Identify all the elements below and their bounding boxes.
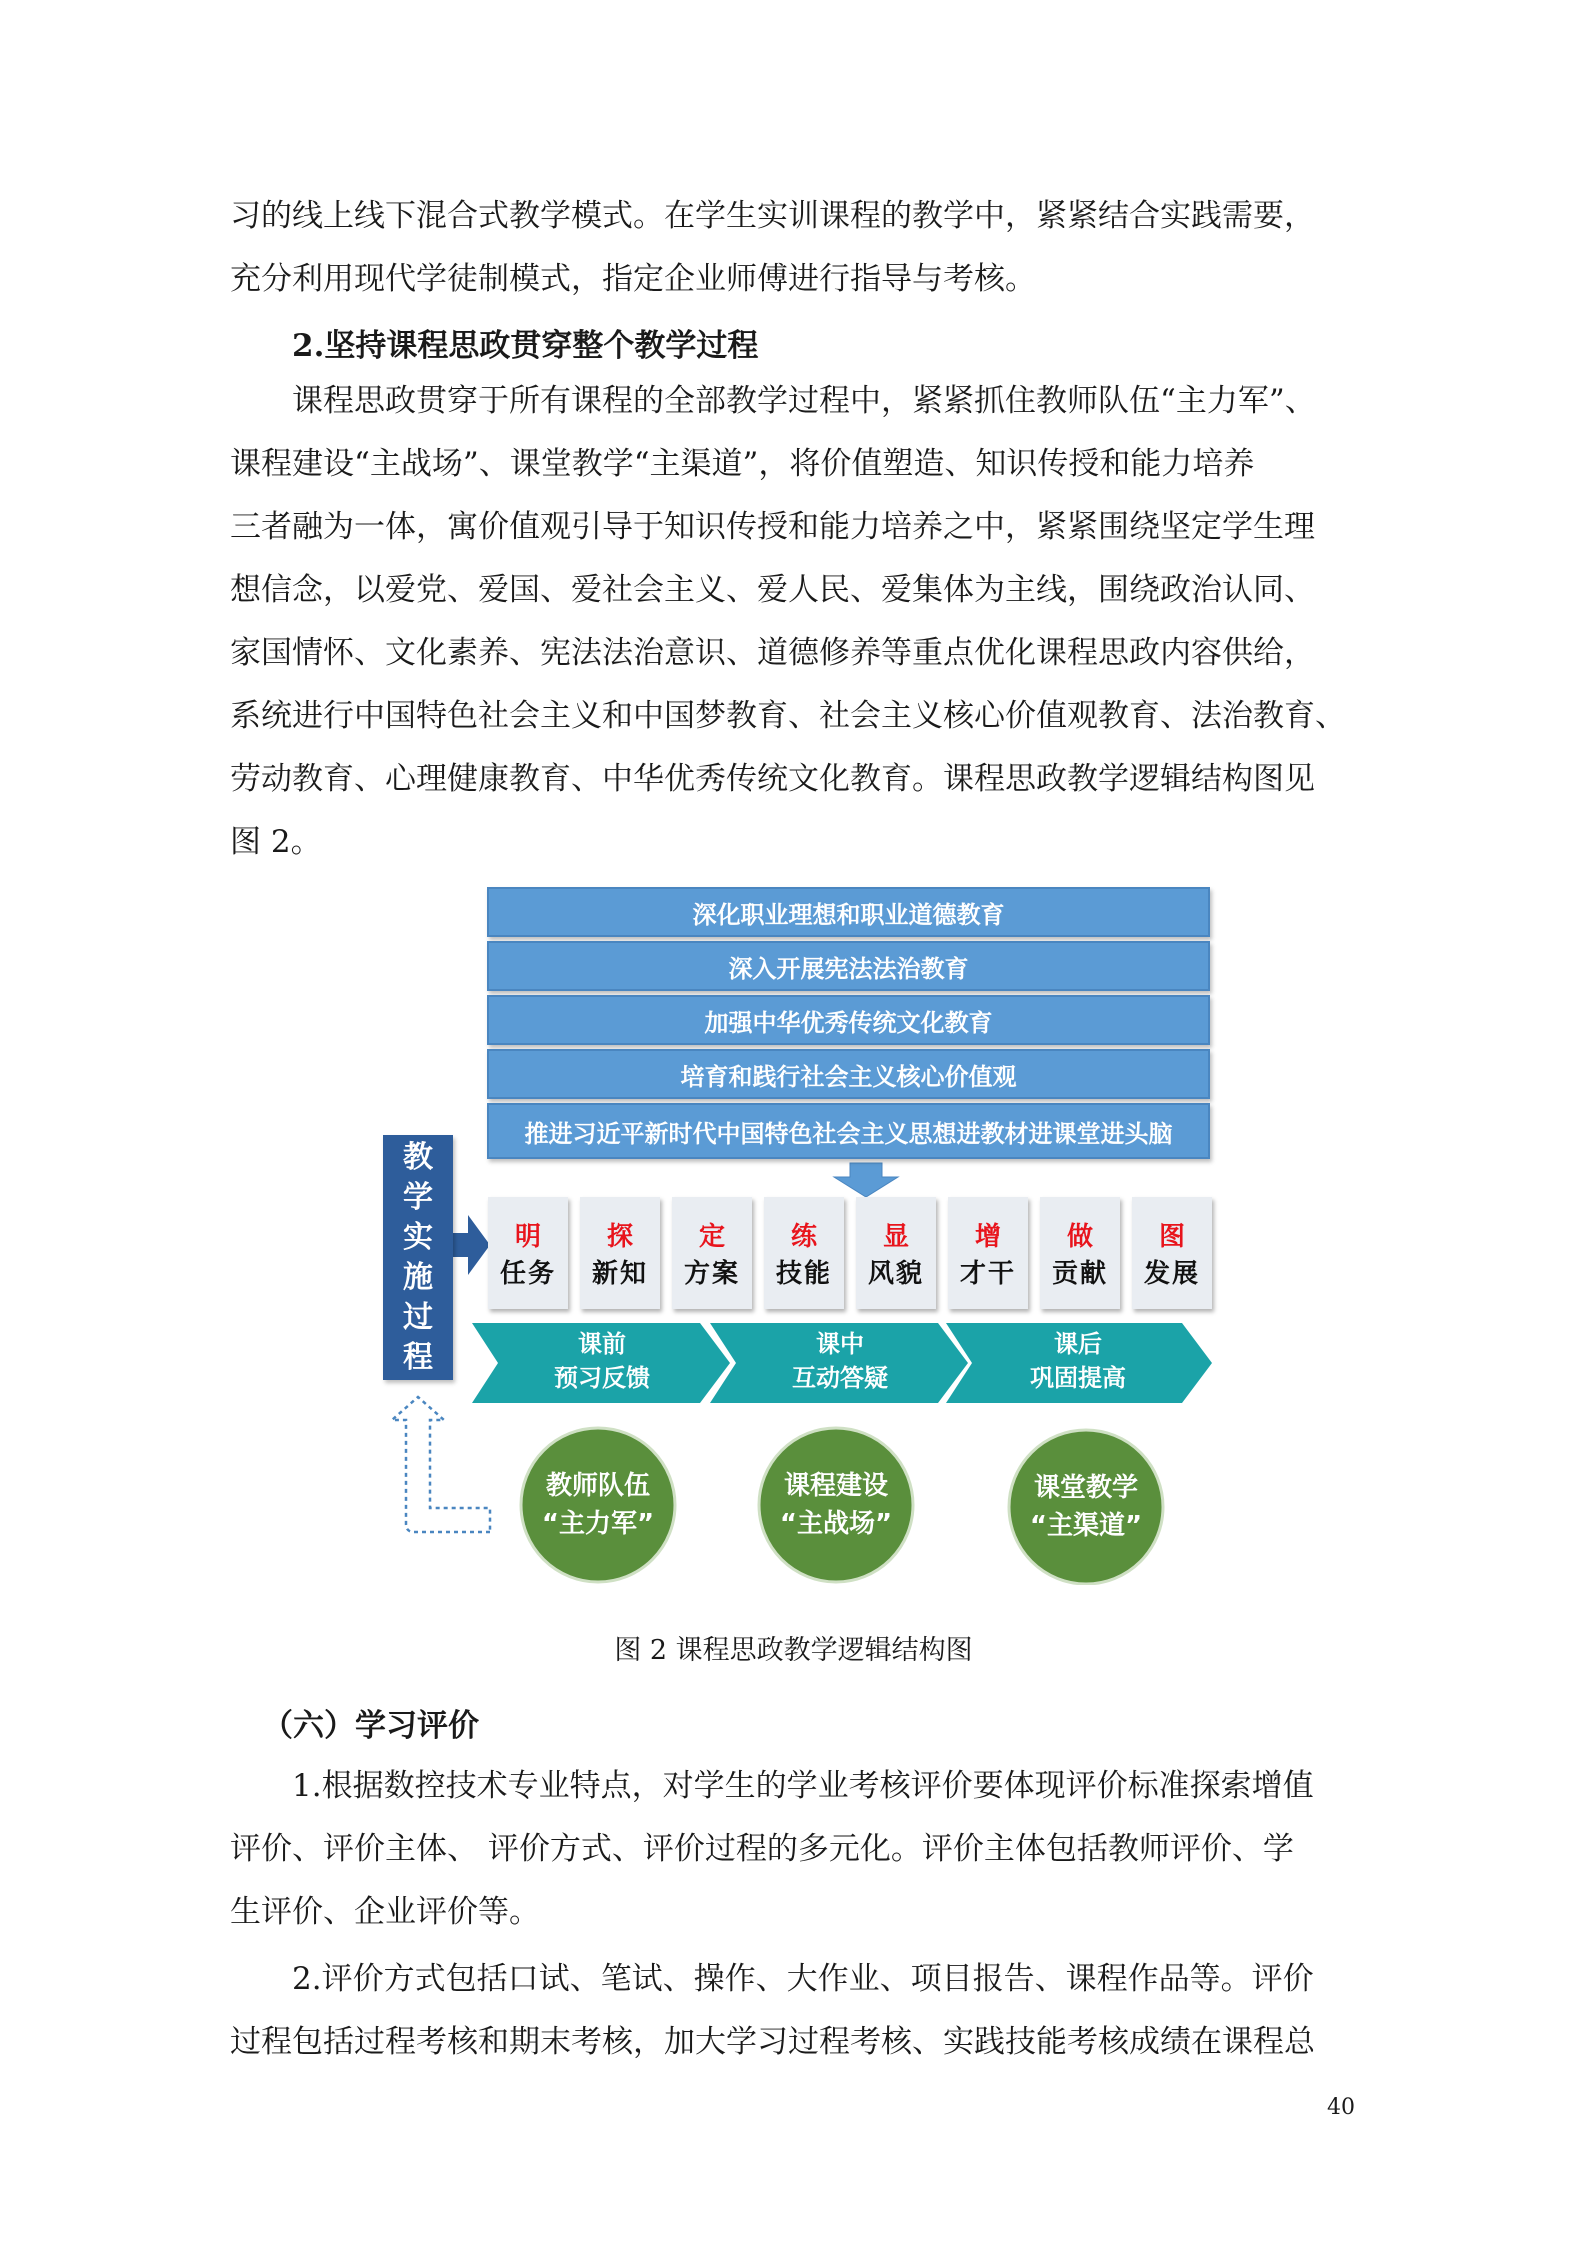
circle-line: 课堂教学 — [1033, 1473, 1138, 1503]
tile-top-char: 图 — [1158, 1222, 1185, 1252]
right-arrow-icon — [453, 1215, 490, 1275]
figure-caption: 图 2 课程思政教学逻辑结构图 — [614, 1635, 973, 1666]
text-line: 想信念，以爱党、爱国、爱社会主义、爱人民、爱集体为主线，围绕政治认同、 — [230, 572, 1315, 608]
text-line: 过程包括过程考核和期末考核，加大学习过程考核、实践技能考核成绩在课程总 — [230, 2024, 1315, 2060]
feedback-arrow-icon — [392, 1397, 490, 1532]
side-char: 施 — [403, 1259, 433, 1295]
text-line: 习的线上线下混合式教学模式。在学生实训课程的教学中，紧紧结合实践需要， — [230, 198, 1315, 234]
text-line: 三者融为一体，寓价值观引导于知识传授和能力培养之中，紧紧围绕坚定学生理 — [230, 509, 1315, 545]
tile-bottom-text: 技能 — [775, 1259, 832, 1289]
circle-line: 课程建设 — [783, 1471, 888, 1501]
side-char: 程 — [403, 1339, 433, 1375]
tile — [1132, 1197, 1212, 1309]
paragraph-4 — [230, 1948, 1358, 2074]
side-char: 学 — [403, 1179, 433, 1215]
chevron-label-before — [502, 1327, 702, 1395]
chevron-line: 课中 — [816, 1330, 864, 1358]
circle-line: 教师队伍 — [545, 1471, 650, 1501]
side-char: 教 — [403, 1139, 433, 1175]
tile — [948, 1197, 1028, 1309]
chevron-line: 巩固提高 — [1030, 1364, 1126, 1392]
side-char: 过 — [403, 1299, 433, 1335]
tile-bottom-text: 才干 — [959, 1259, 1016, 1289]
bar-vocational-ethics: 深化职业理想和职业道德教育 — [487, 887, 1210, 937]
circle-line: “主渠道” — [1029, 1511, 1143, 1541]
tile — [580, 1197, 660, 1309]
circle-line: “主力军” — [541, 1509, 655, 1539]
tile-top-char: 练 — [790, 1222, 817, 1252]
tile-top-char: 明 — [514, 1222, 541, 1252]
subheading: 2.坚持课程思政贯穿整个教学过程 — [292, 328, 759, 364]
tile-bottom-text: 发展 — [1143, 1259, 1200, 1289]
tile-bottom-text: 风貌 — [867, 1259, 924, 1289]
bar-traditional-culture: 加强中华优秀传统文化教育 — [487, 995, 1210, 1045]
circle-label-classroom — [1006, 1469, 1166, 1545]
paragraph-3 — [230, 1755, 1358, 1944]
logic-structure-diagram — [380, 885, 1220, 1585]
tile-top-char: 探 — [606, 1222, 633, 1252]
tile-bottom-text: 贡献 — [1051, 1259, 1108, 1289]
bar-constitution-law: 深入开展宪法法治教育 — [487, 941, 1210, 991]
text-line: 课程建设“主战场”、课堂教学“主渠道”，将价值塑造、知识传授和能力培养 — [230, 446, 1255, 482]
text-line: 1.根据数控技术专业特点，对学生的学业考核评价要体现评价标准探索增值 — [292, 1768, 1314, 1804]
tile-top-char: 增 — [974, 1222, 1001, 1252]
section-title: （六）学习评价 — [262, 1708, 479, 1744]
text-line: 课程思政贯穿于所有课程的全部教学过程中，紧紧抓住教师队伍“主力军”、 — [292, 383, 1316, 419]
page-number: 40 — [1327, 2095, 1355, 2120]
text-line: 家国情怀、文化素养、宪法法治意识、道德修养等重点优化课程思政内容供给， — [230, 635, 1315, 671]
bar-core-values: 培育和践行社会主义核心价值观 — [487, 1049, 1210, 1099]
paragraph-2 — [230, 370, 1358, 874]
tile — [488, 1197, 568, 1309]
tile-bottom-text: 新知 — [591, 1259, 648, 1289]
chevron-line: 课前 — [578, 1330, 626, 1358]
text-line: 劳动教育、心理健康教育、中华优秀传统文化教育。课程思政教学逻辑结构图见 — [230, 761, 1315, 797]
chevron-label-after — [978, 1327, 1178, 1395]
circle-line: “主战场” — [779, 1509, 893, 1539]
text-line: 评价、评价主体、 评价方式、评价过程的多元化。评价主体包括教师评价、学 — [230, 1831, 1294, 1867]
chevron-label-during — [740, 1327, 940, 1395]
tile-bottom-text: 任务 — [499, 1259, 556, 1289]
text-line: 生评价、企业评价等。 — [230, 1894, 540, 1930]
text-line: 系统进行中国特色社会主义和中国梦教育、社会主义核心价值观教育、法治教育、 — [230, 698, 1346, 734]
paragraph-1 — [230, 185, 1358, 311]
chevron-line: 预习反馈 — [554, 1364, 650, 1392]
side-char: 实 — [403, 1219, 433, 1255]
text-line: 图 2。 — [230, 824, 322, 860]
text-line: 2.评价方式包括口试、笔试、操作、大作业、项目报告、课程作品等。评价 — [292, 1961, 1314, 1997]
chevron-line: 课后 — [1054, 1330, 1102, 1358]
text-line: 充分利用现代学徒制模式，指定企业师傅进行指导与考核。 — [230, 261, 1036, 297]
tile-top-char: 做 — [1066, 1222, 1093, 1252]
tile — [672, 1197, 752, 1309]
bar-thought-promotion: 推进习近平新时代中国特色社会主义思想进教材进课堂进头脑 — [487, 1103, 1210, 1159]
tile — [856, 1197, 936, 1309]
tile-top-char: 定 — [698, 1222, 725, 1252]
tile-top-char: 显 — [882, 1222, 909, 1252]
down-arrow-icon — [834, 1163, 898, 1197]
side-label-teaching-process — [383, 1135, 453, 1380]
circle-label-course — [756, 1467, 916, 1543]
tile — [764, 1197, 844, 1309]
tile-bottom-text: 方案 — [683, 1259, 740, 1289]
chevron-line: 互动答疑 — [792, 1364, 888, 1392]
tile — [1040, 1197, 1120, 1309]
circle-label-teachers — [518, 1467, 678, 1543]
